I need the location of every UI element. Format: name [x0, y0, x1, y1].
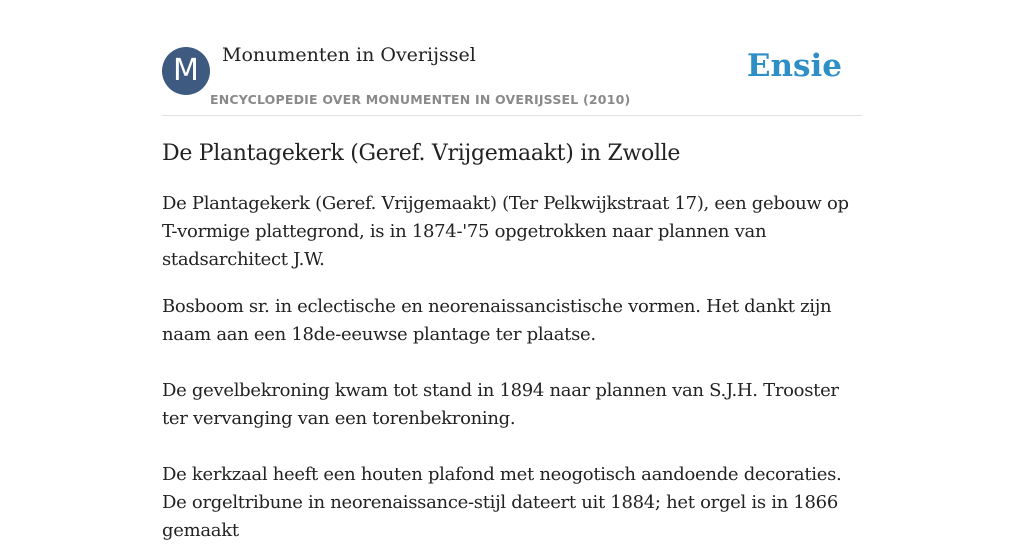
- article-paragraph: De gevelbekroning kwam tot stand in 1894 naar plannen van S.J.H. Trooster ter vervanging van een torenbekroning.: [162, 380, 839, 429]
- site-avatar[interactable]: M: [162, 47, 210, 95]
- site-title[interactable]: Monumenten in Overijssel: [222, 44, 476, 66]
- article-paragraph: De Plantagekerk (Geref. Vrijgemaakt) (Ter Pelkwijkstraat 17), een gebouw op T-vormige plattegrond, is in 1874-'75 opgetrokken naar plannen van stadsarchitect J.W.: [162, 193, 849, 270]
- site-subtitle: ENCYCLOPEDIE OVER MONUMENTEN IN OVERIJSSEL (2010): [210, 92, 631, 107]
- article-title: De Plantagekerk (Geref. Vrijgemaakt) in Zwolle: [162, 141, 681, 166]
- header-divider: [162, 115, 862, 116]
- article-paragraph: De kerkzaal heeft een houten plafond met neogotisch aandoende decoraties. De orgeltribune in neorenaissance-stijl dateert uit 1884; het orgel is in 1866 gemaakt: [162, 464, 842, 541]
- brand-logo[interactable]: Ensie: [746, 48, 842, 84]
- article-paragraph: Bosboom sr. in eclectische en neorenaissancistische vormen. Het dankt zijn naam aan een 18de-eeuwse plantage ter plaatse.: [162, 296, 832, 345]
- article: [162, 138, 862, 545]
